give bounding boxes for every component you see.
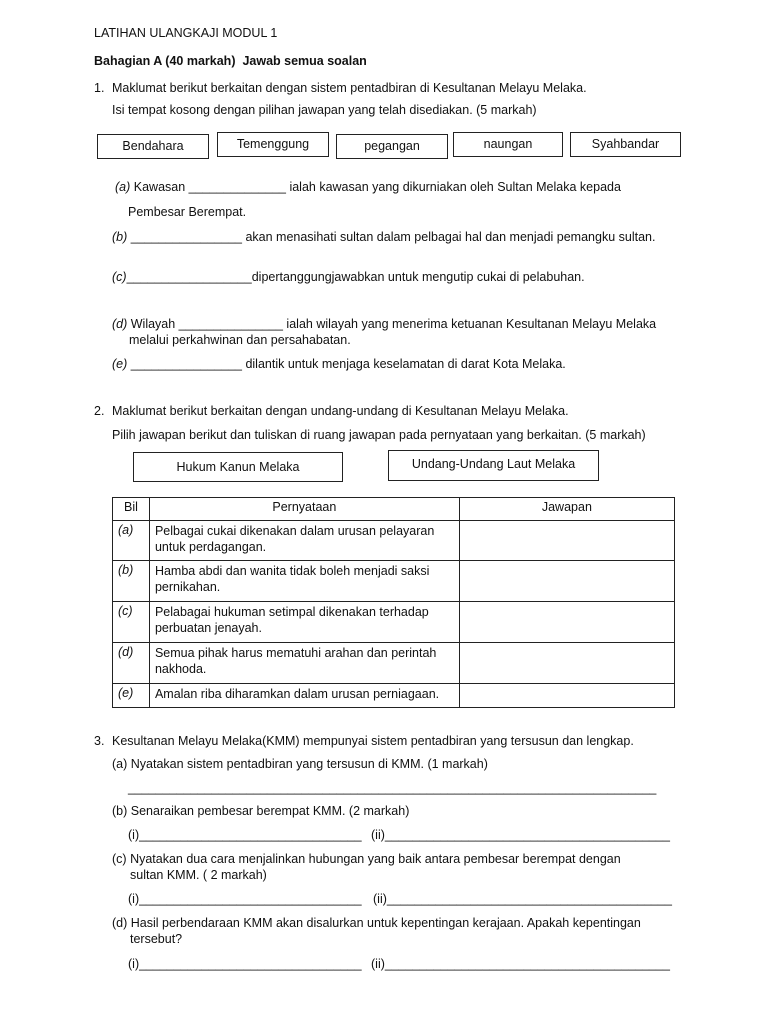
answer-cell[interactable] xyxy=(459,643,674,684)
q3-number: 3. xyxy=(94,734,105,748)
q1-item-e xyxy=(112,357,566,371)
item-label: (a) xyxy=(112,757,128,771)
q3-item-d xyxy=(112,916,641,930)
table-row xyxy=(113,684,675,708)
item-label: (e) xyxy=(112,357,128,371)
item-text: Kawasan ______________ ialah kawasan yang dikurniakan oleh Sultan Melaka kepada xyxy=(130,180,621,194)
row-bil: (c) xyxy=(113,602,150,643)
q1-number: 1. xyxy=(94,81,105,95)
item-label: (c) xyxy=(112,270,127,284)
item-text: Hasil perbendaraan KMM akan disalurkan untuk kepentingan kerajaan. Apakah kepentingan xyxy=(130,916,641,930)
table-row xyxy=(113,643,675,684)
row-bil: (b) xyxy=(113,561,150,602)
q3-item-b xyxy=(112,804,409,818)
header-bil: Bil xyxy=(113,498,150,521)
q1-text: Maklumat berikut berkaitan dengan sistem pentadbiran di Kesultanan Melayu Melaka. xyxy=(112,81,587,95)
row-statement: Pelbagai cukai dikenakan dalam urusan pelayaran untuk perdagangan. xyxy=(149,521,459,561)
q1-item-d-cont: melalui perkahwinan dan persahabatan. xyxy=(129,333,351,347)
table-header-row xyxy=(113,498,675,521)
section-instruction: Jawab semua soalan xyxy=(242,54,367,68)
option-box-bendahara: Bendahara xyxy=(97,134,209,159)
q1-item-d xyxy=(112,317,656,331)
answer-line-b-i[interactable]: (i)________________________________ xyxy=(128,828,362,842)
row-bil: (a) xyxy=(113,521,150,561)
section-label: Bahagian A (40 markah) xyxy=(94,54,236,68)
q3-item-c xyxy=(112,852,621,866)
item-text: ________________ akan menasihati sultan dalam pelbagai hal dan menjadi pemangku sultan. xyxy=(127,230,656,244)
answer-cell[interactable] xyxy=(459,561,674,602)
option-box-temenggung: Temenggung xyxy=(217,132,329,157)
header-jawapan: Jawapan xyxy=(459,498,674,521)
item-text: ________________ dilantik untuk menjaga keselamatan di darat Kota Melaka. xyxy=(127,357,566,371)
answer-line-b-ii[interactable]: (ii)_________________________________________ xyxy=(371,828,670,842)
q2-text: Maklumat berikut berkaitan dengan undang-undang di Kesultanan Melayu Melaka. xyxy=(112,404,569,418)
q2-number: 2. xyxy=(94,404,105,418)
option-box-undang-laut: Undang-Undang Laut Melaka xyxy=(388,450,599,481)
q3-item-d-cont: tersebut? xyxy=(130,932,183,946)
item-label: (b) xyxy=(112,804,128,818)
answer-cell[interactable] xyxy=(459,602,674,643)
option-box-pegangan: pegangan xyxy=(336,134,448,159)
q1-item-c xyxy=(112,270,585,284)
row-bil: (e) xyxy=(113,684,150,708)
q1-item-a xyxy=(115,180,621,194)
answer-line-a[interactable]: ____________________________________________________________________________ xyxy=(128,781,657,795)
answer-cell[interactable] xyxy=(459,684,674,708)
table-row xyxy=(113,602,675,643)
statement-table xyxy=(112,497,675,708)
q1-item-b xyxy=(112,230,655,244)
answer-line-d-ii[interactable]: (ii)_________________________________________ xyxy=(371,957,670,971)
answer-line-c-i[interactable]: (i)________________________________ xyxy=(128,892,362,906)
item-label: (b) xyxy=(112,230,128,244)
item-text: Senaraikan pembesar berempat KMM. (2 markah) xyxy=(130,804,410,818)
option-box-hukum-kanun: Hukum Kanun Melaka xyxy=(133,452,343,482)
item-label: (d) xyxy=(112,916,128,930)
item-label: (d) xyxy=(112,317,128,331)
answer-line-c-ii[interactable]: (ii)_________________________________________ xyxy=(373,892,672,906)
row-bil: (d) xyxy=(113,643,150,684)
document-title: LATIHAN ULANGKAJI MODUL 1 xyxy=(94,26,278,40)
q3-item-c-cont: sultan KMM. ( 2 markah) xyxy=(130,868,267,882)
q1-instruction: Isi tempat kosong dengan pilihan jawapan yang telah disediakan. (5 markah) xyxy=(112,103,537,117)
table-row xyxy=(113,521,675,561)
row-statement: Pelabagai hukuman setimpal dikenakan terhadap perbuatan jenayah. xyxy=(149,602,459,643)
table-row xyxy=(113,561,675,602)
item-text: Wilayah _______________ ialah wilayah yang menerima ketuanan Kesultanan Melayu Melaka xyxy=(127,317,657,331)
row-statement: Hamba abdi dan wanita tidak boleh menjadi saksi pernikahan. xyxy=(149,561,459,602)
item-label: (c) xyxy=(112,852,127,866)
item-text: __________________dipertanggungjawabkan untuk mengutip cukai di pelabuhan. xyxy=(126,270,585,284)
answer-cell[interactable] xyxy=(459,521,674,561)
q2-instruction: Pilih jawapan berikut dan tuliskan di ruang jawapan pada pernyataan yang berkaitan. (5 markah) xyxy=(112,428,646,442)
q1-item-a-cont: Pembesar Berempat. xyxy=(128,205,247,219)
row-statement: Semua pihak harus mematuhi arahan dan perintah nakhoda. xyxy=(149,643,459,684)
q3-text: Kesultanan Melayu Melaka(KMM) mempunyai sistem pentadbiran yang tersusun dan lengkap. xyxy=(112,734,634,748)
item-text: Nyatakan sistem pentadbiran yang tersusun di KMM. (1 markah) xyxy=(130,757,488,771)
section-title xyxy=(94,54,367,68)
option-box-naungan: naungan xyxy=(453,132,563,157)
header-pernyataan: Pernyataan xyxy=(149,498,459,521)
answer-line-d-i[interactable]: (i)________________________________ xyxy=(128,957,362,971)
item-label: (a) xyxy=(115,180,131,194)
item-text: Nyatakan dua cara menjalinkan hubungan yang baik antara pembesar berempat dengan xyxy=(130,852,621,866)
row-statement: Amalan riba diharamkan dalam urusan perniagaan. xyxy=(149,684,459,708)
q3-item-a xyxy=(112,757,488,771)
option-box-syahbandar: Syahbandar xyxy=(570,132,681,157)
